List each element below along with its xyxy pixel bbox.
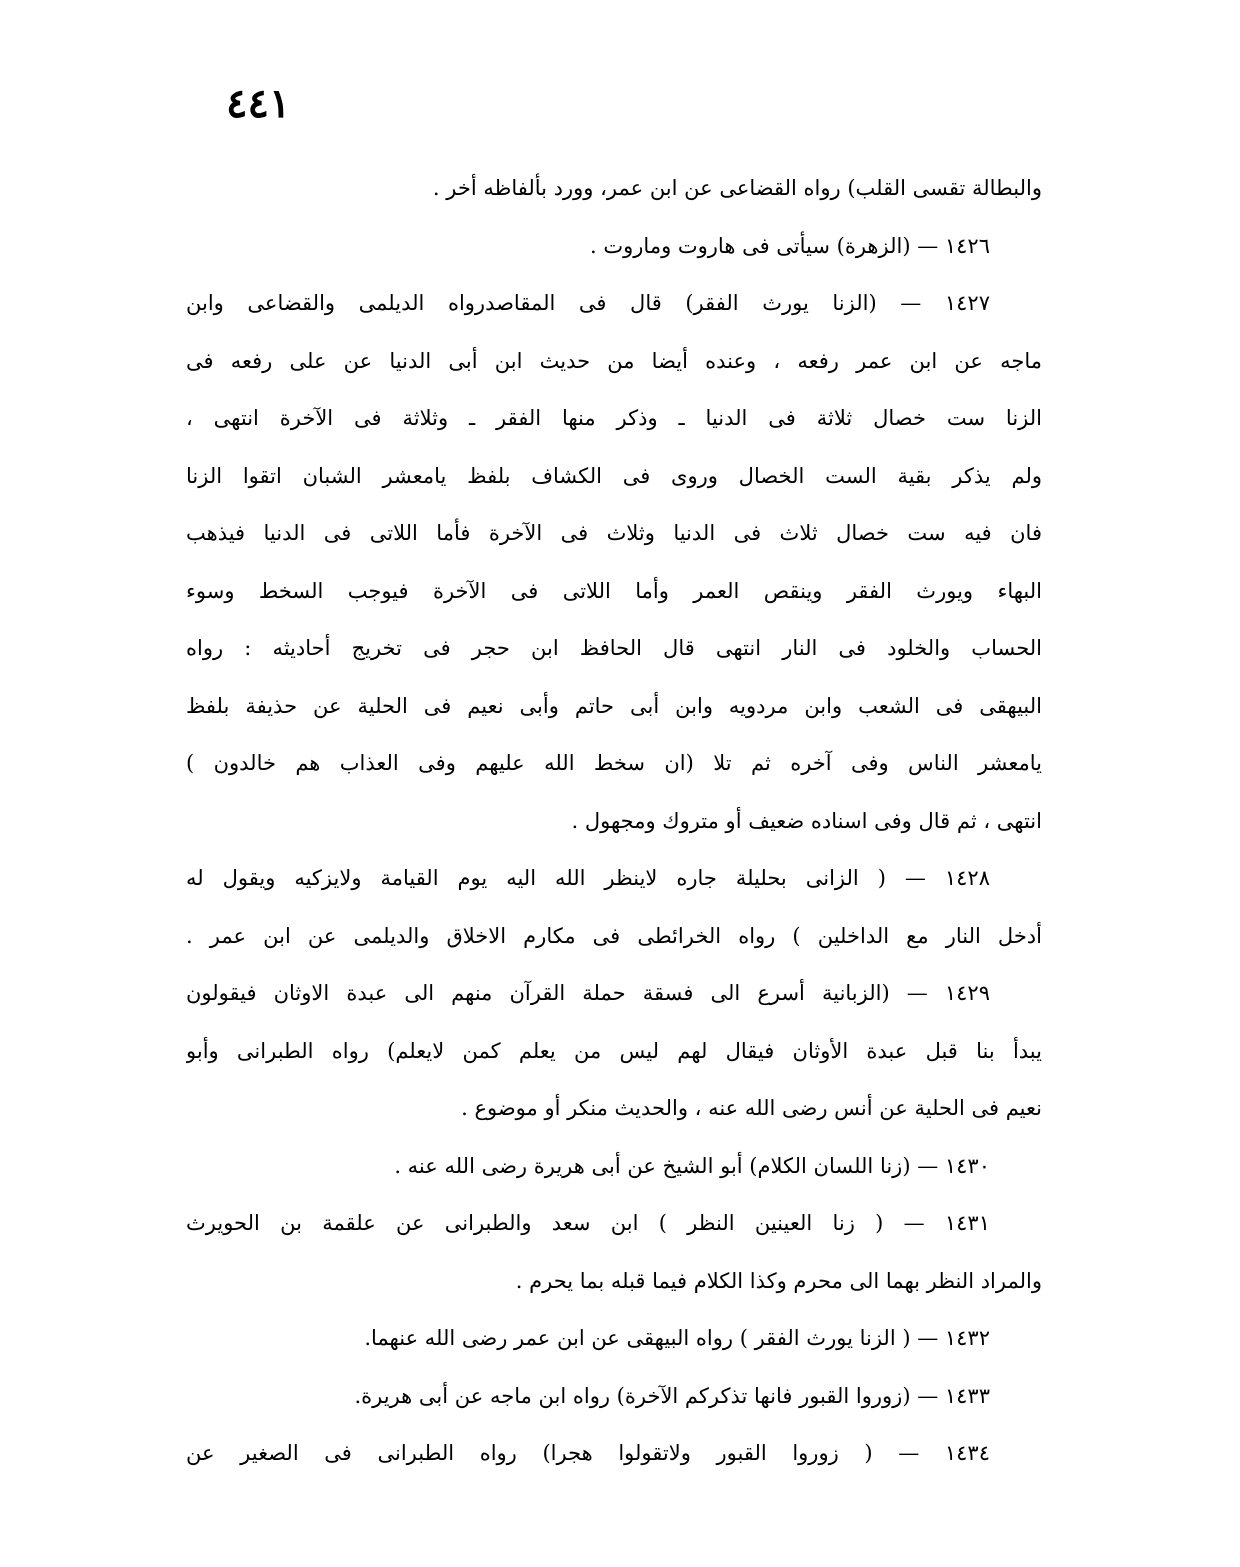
text-line: ١٤٢٨ — ( الزانى بحليلة جاره لاينظر الله اليه يوم القيامة ولايزكيه ويقول له xyxy=(186,866,990,890)
text-line: فان فيه ست خصال ثلاث فى الدنيا وثلاث فى الآخرة فأما اللاتى فى الدنيا فيذهب xyxy=(186,521,1042,545)
text-line: الزنا ست خصال ثلاثة فى الدنيا ـ وذكر منها الفقر ـ وثلاثة فى الآخرة انتهى ، xyxy=(186,406,1042,430)
text-line: ١٤٣٠ — (زنا اللسان الكلام) أبو الشيخ عن أبى هريرة رضى الله عنه . xyxy=(394,1153,990,1178)
text-line: البهاء ويورث الفقر وينقص العمر وأما اللاتى فى الآخرة فيوجب السخط وسوء xyxy=(186,578,1042,603)
text-line: ١٤٢٦ — (الزهرة) سيأتى فى هاروت وماروت . xyxy=(590,233,990,258)
text-line: يامعشر الناس وفى آخره ثم تلا (ان سخط الله عليهم وفى العذاب هم خالدون ) xyxy=(186,751,1042,775)
text-line: والبطالة تقسى القلب) رواه القضاعى عن ابن عمر، وورد بألفاظه أخر . xyxy=(432,176,1042,200)
text-line: ولم يذكر بقية الست الخصال وروى فى الكشاف بلفظ يامعشر الشبان اتقوا الزنا xyxy=(186,463,1042,488)
text-line: البيهقى فى الشعب وابن مردويه وابن أبى حاتم وأبى نعيم فى الحلية عن حذيفة بلفظ xyxy=(186,693,1042,718)
text-line: ١٤٢٧ — (الزنا يورث الفقر) قال فى المقاصدرواه الديلمى والقضاعى وابن xyxy=(186,291,990,315)
text-line: ١٤٣٢ — ( الزنا يورث الفقر ) رواه البيهقى عن ابن عمر رضى الله عنهما. xyxy=(364,1326,990,1350)
page-number: ٤٤١ xyxy=(226,80,291,127)
text-line: ١٤٣١ — ( زنا العينين النظر ) ابن سعد والطبرانى عن علقمة بن الحويرث xyxy=(186,1211,990,1235)
text-line: أدخل النار مع الداخلين ) رواه الخرائطى فى مكارم الاخلاق والديلمى عن ابن عمر . xyxy=(186,923,1042,948)
text-line: ١٤٣٤ — ( زوروا القبور ولاتقولوا هجرا) رواه الطبرانى فى الصغير عن xyxy=(186,1441,990,1465)
body-text xyxy=(186,160,1042,1483)
text-line: والمراد النظر بهما الى محرم وكذا الكلام فيما قبله بما يحرم . xyxy=(515,1268,1042,1293)
text-line: يبدأ بنا قبل عبدة الأوثان فيقال لهم ليس من يعلم كمن لايعلم) رواه الطبرانى وأبو xyxy=(186,1038,1042,1063)
text-line: ١٤٣٣ — (زوروا القبور فانها تذكركم الآخرة) رواه ابن ماجه عن أبى هريرة. xyxy=(354,1383,990,1408)
text-line: الحساب والخلود فى النار انتهى قال الحافظ ابن حجر فى تخريج أحاديثه : رواه xyxy=(186,636,1042,660)
text-line: ١٤٢٩ — (الزبانية أسرع الى فسقة حملة القرآن منهم الى عبدة الاوثان فيقولون xyxy=(186,981,990,1005)
text-line: ماجه عن ابن عمر رفعه ، وعنده أيضا من حديث ابن أبى الدنيا عن على رفعه فى xyxy=(186,348,1042,373)
text-line: انتهى ، ثم قال وفى اسناده ضعيف أو متروك ومجهول . xyxy=(571,808,1042,833)
text-line: نعيم فى الحلية عن أنس رضى الله عنه ، والحديث منكر أو موضوع . xyxy=(461,1096,1042,1120)
